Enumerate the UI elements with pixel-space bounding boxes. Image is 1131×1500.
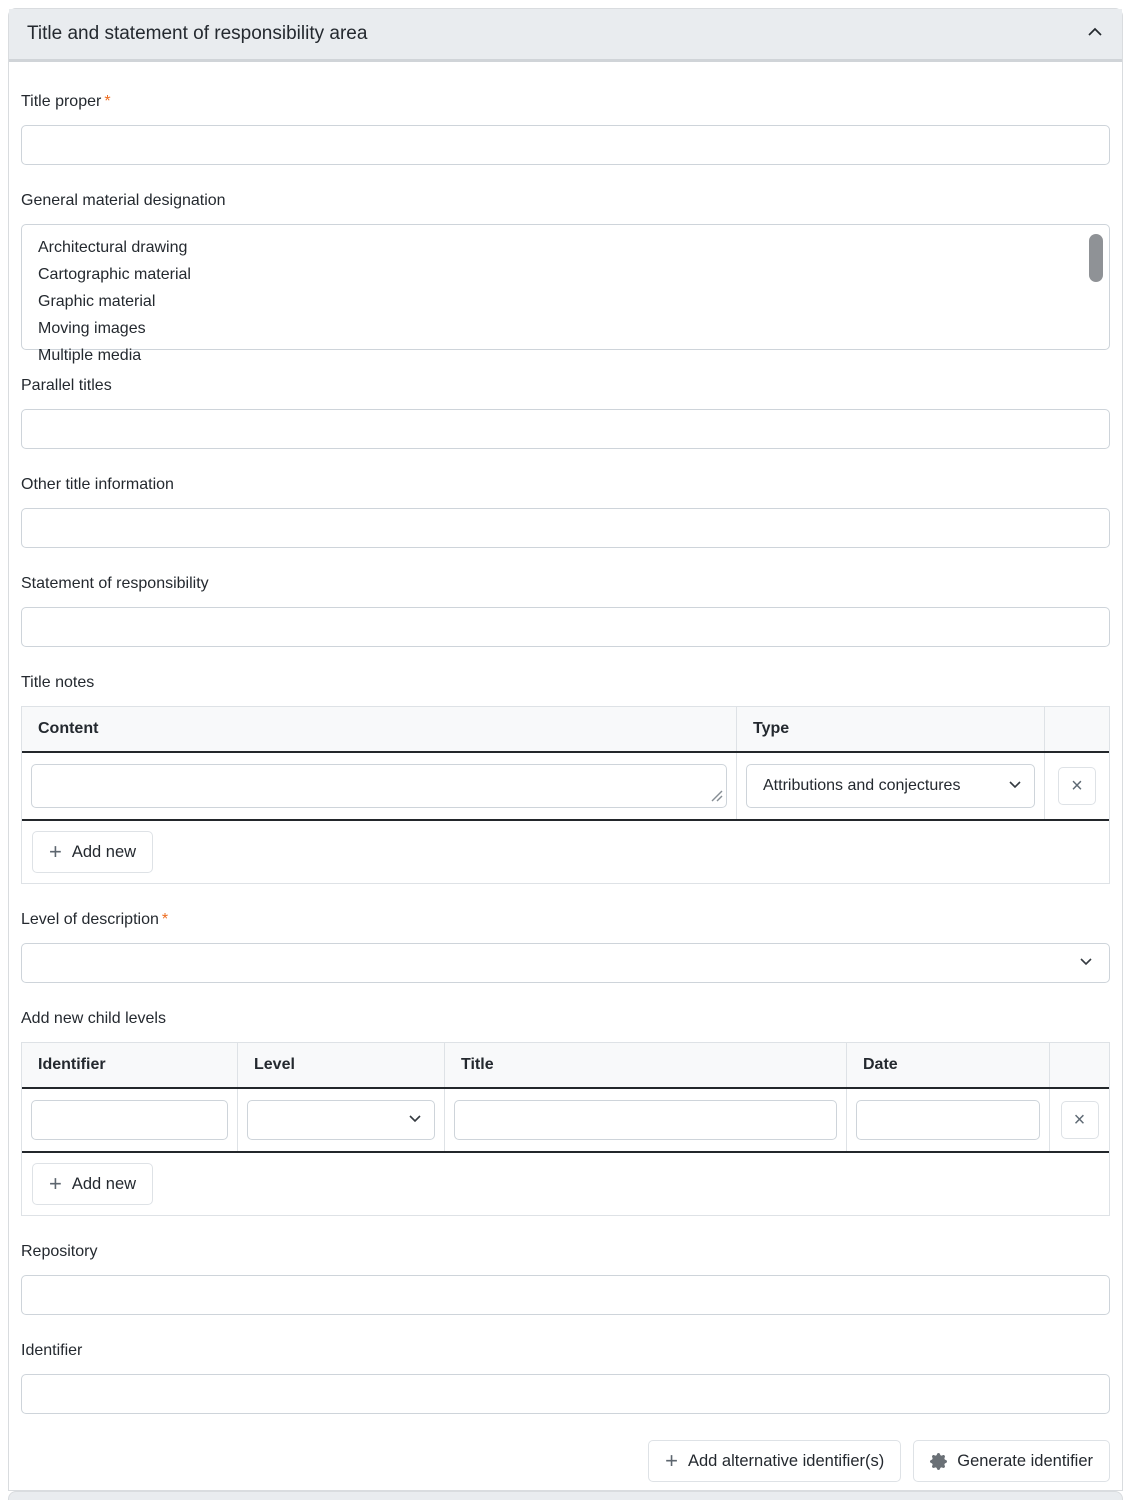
repository-label: Repository	[21, 1243, 98, 1260]
title-notes-table	[21, 706, 1110, 884]
gmd-option[interactable]: Multiple media	[38, 347, 142, 364]
title-notes-content-cell	[22, 753, 737, 819]
title-note-content-textarea[interactable]	[31, 764, 727, 808]
child-levels-footer	[22, 1153, 1109, 1215]
plus-icon: +	[49, 839, 62, 864]
scrollbar-thumb[interactable]	[1089, 234, 1103, 282]
child-levels-header-row	[22, 1043, 1109, 1089]
gmd-option[interactable]: Graphic material	[38, 293, 156, 310]
gmd-multiselect[interactable]	[21, 224, 1110, 364]
child-levels-col-date: Date	[847, 1043, 1050, 1087]
child-levels-label: Add new child levels	[21, 1010, 166, 1027]
title-notes-col-type: Type	[737, 707, 1045, 751]
child-levels-row	[22, 1089, 1109, 1153]
title-notes-row	[22, 753, 1109, 821]
delete-child-level-button[interactable]: ×	[1061, 1101, 1099, 1139]
chevron-up-icon[interactable]	[1086, 25, 1104, 44]
other-title-label: Other title information	[21, 476, 174, 493]
field-level-of-description	[21, 910, 1110, 983]
add-alternative-identifiers-label: Add alternative identifier(s)	[687, 1451, 885, 1470]
field-identifier	[21, 1341, 1110, 1414]
add-alternative-identifiers-button[interactable]	[648, 1440, 901, 1482]
add-new-label: Add new	[71, 1174, 137, 1193]
field-parallel-titles	[21, 376, 1110, 449]
child-level-select[interactable]	[247, 1100, 435, 1140]
field-title-notes	[21, 673, 1110, 884]
title-notes-col-actions	[1045, 707, 1109, 751]
child-title-input[interactable]	[454, 1100, 837, 1140]
gmd-option[interactable]: Cartographic material	[38, 266, 191, 283]
child-levels-table	[21, 1042, 1110, 1216]
identifier-input[interactable]	[21, 1374, 1110, 1414]
child-identifier-cell	[22, 1089, 238, 1151]
title-notes-header-row	[22, 707, 1109, 753]
field-repository	[21, 1242, 1110, 1315]
resize-grip-icon[interactable]	[710, 789, 723, 802]
level-of-description-label-text: Level of description	[21, 911, 159, 928]
identifier-label: Identifier	[21, 1342, 83, 1359]
child-date-input[interactable]	[856, 1100, 1040, 1140]
other-title-input[interactable]	[21, 508, 1110, 548]
field-statement	[21, 574, 1110, 647]
statement-label: Statement of responsibility	[21, 575, 209, 592]
repository-input[interactable]	[21, 1275, 1110, 1315]
required-asterisk: *	[104, 93, 111, 110]
level-of-description-label	[21, 910, 1110, 930]
title-note-content-wrap	[31, 764, 727, 808]
generate-identifier-button[interactable]	[913, 1440, 1110, 1482]
title-notes-label: Title notes	[21, 674, 95, 691]
title-notes-col-content: Content	[22, 707, 737, 751]
plus-icon: +	[49, 1171, 62, 1196]
title-notes-add-new-button[interactable]	[32, 831, 153, 873]
title-notes-type-cell	[737, 753, 1045, 819]
section-header[interactable]	[9, 9, 1122, 62]
field-title-proper	[21, 92, 1110, 165]
title-notes-footer	[22, 821, 1109, 883]
child-identifier-input[interactable]	[31, 1100, 228, 1140]
field-other-title	[21, 475, 1110, 548]
title-note-type-select[interactable]	[746, 764, 1035, 808]
gmd-label: General material designation	[21, 192, 226, 209]
add-new-label: Add new	[71, 842, 137, 861]
child-levels-col-identifier: Identifier	[22, 1043, 238, 1087]
chevron-down-icon	[1079, 954, 1093, 972]
field-gmd	[21, 191, 1110, 364]
generate-identifier-label: Generate identifier	[957, 1451, 1093, 1470]
level-of-description-select[interactable]	[21, 943, 1110, 983]
field-child-levels	[21, 1009, 1110, 1216]
child-action-cell	[1050, 1089, 1109, 1151]
delete-title-note-button[interactable]: ×	[1058, 767, 1096, 805]
title-proper-input[interactable]	[21, 125, 1110, 165]
gmd-option[interactable]: Architectural drawing	[38, 239, 188, 256]
child-date-cell	[847, 1089, 1050, 1151]
child-title-cell	[445, 1089, 847, 1151]
chevron-down-icon	[408, 1111, 422, 1129]
child-level-cell	[238, 1089, 445, 1151]
section-body	[9, 62, 1122, 1482]
title-proper-label-text: Title proper	[21, 93, 102, 110]
title-proper-label	[21, 92, 1110, 112]
statement-input[interactable]	[21, 607, 1110, 647]
chevron-down-icon	[1008, 777, 1022, 795]
child-levels-add-new-button[interactable]	[32, 1163, 153, 1205]
parallel-titles-label: Parallel titles	[21, 377, 112, 394]
identifier-actions	[21, 1440, 1110, 1482]
title-notes-action-cell	[1045, 753, 1109, 819]
section-title: Title and statement of responsibility area	[27, 23, 368, 44]
plus-icon: +	[665, 1448, 678, 1473]
title-note-type-value: Attributions and conjectures	[763, 777, 961, 794]
required-asterisk: *	[161, 911, 169, 928]
parallel-titles-input[interactable]	[21, 409, 1110, 449]
gmd-option[interactable]: Moving images	[38, 320, 146, 337]
section-card	[8, 8, 1123, 1491]
next-section-header[interactable]	[8, 1491, 1123, 1500]
child-levels-col-title: Title	[445, 1043, 847, 1087]
child-levels-col-actions	[1050, 1043, 1109, 1087]
child-levels-col-level: Level	[238, 1043, 445, 1087]
gear-icon	[930, 1453, 947, 1470]
